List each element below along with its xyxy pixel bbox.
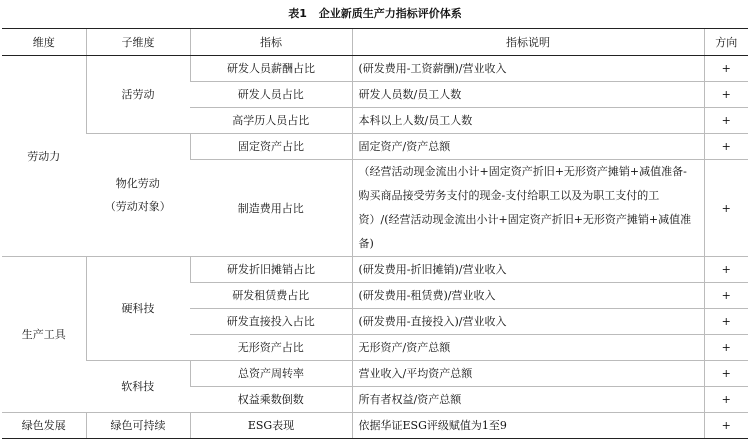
direction-cell: +: [704, 361, 748, 387]
subdimension-cell: 软科技: [86, 361, 190, 413]
table-title: 企业新质生产力指标评价体系: [318, 7, 462, 20]
direction-cell: +: [704, 413, 748, 439]
indicator-cell: 制造费用占比: [190, 160, 352, 257]
subdimension-cell: 活劳动: [86, 56, 190, 134]
dimension-cell: 绿色发展: [2, 413, 86, 439]
direction-cell: +: [704, 257, 748, 283]
description-cell: （经营活动现金流出小计+固定资产折旧+无形资产摊销+减值准备-购买商品接受劳务支付的现金-支付给职工以及为职工支付的工资）/(经营活动现金流出小计+固定资产折旧+无形资产摊销+减值准备): [352, 160, 704, 257]
indicator-cell: 高学历人员占比: [190, 108, 352, 134]
indicator-table: [2, 28, 748, 439]
description-cell: 本科以上人数/员工人数: [352, 108, 704, 134]
description-cell: (研发费用-租赁费)/营业收入: [352, 283, 704, 309]
header-indicator: 指标: [190, 29, 352, 56]
direction-cell: +: [704, 309, 748, 335]
indicator-cell: 研发人员占比: [190, 82, 352, 108]
table-row: [2, 361, 748, 387]
indicator-cell: 研发折旧摊销占比: [190, 257, 352, 283]
description-cell: (研发费用-工资薪酬)/营业收入: [352, 56, 704, 82]
direction-cell: +: [704, 56, 748, 82]
indicator-cell: 固定资产占比: [190, 134, 352, 160]
subdimension-label: 物化劳动: [115, 177, 160, 190]
table-row: [2, 413, 748, 439]
header-subdimension: 子维度: [86, 29, 190, 56]
description-cell: 研发人员数/员工人数: [352, 82, 704, 108]
indicator-cell: 研发租赁费占比: [190, 283, 352, 309]
description-cell: 无形资产/资产总额: [352, 335, 704, 361]
header-row: [2, 29, 748, 56]
direction-cell: +: [704, 82, 748, 108]
subdimension-cell: 硬科技: [86, 257, 190, 361]
description-cell: 依据华证ESG评级赋值为1至9: [352, 413, 704, 439]
header-dimension: 维度: [2, 29, 86, 56]
subdimension-cell: 绿色可持续: [86, 413, 190, 439]
header-direction: 方向: [704, 29, 748, 56]
indicator-cell: 总资产周转率: [190, 361, 352, 387]
subdimension-cell: [86, 134, 190, 257]
description-cell: 所有者权益/资产总额: [352, 387, 704, 413]
indicator-cell: 研发直接投入占比: [190, 309, 352, 335]
description-cell: 营业收入/平均资产总额: [352, 361, 704, 387]
direction-cell: +: [704, 134, 748, 160]
table-number: 表1: [288, 7, 307, 20]
indicator-cell: 权益乘数倒数: [190, 387, 352, 413]
dimension-cell: 劳动力: [2, 56, 86, 257]
direction-cell: +: [704, 387, 748, 413]
table-row: [2, 134, 748, 160]
description-cell: (研发费用-直接投入)/营业收入: [352, 309, 704, 335]
table-row: [2, 257, 748, 283]
dimension-cell: 生产工具: [2, 257, 86, 413]
header-description: 指标说明: [352, 29, 704, 56]
direction-cell: +: [704, 335, 748, 361]
table-caption: [0, 0, 750, 28]
indicator-cell: ESG表现: [190, 413, 352, 439]
subdimension-note: （劳动对象）: [104, 200, 171, 213]
indicator-cell: 无形资产占比: [190, 335, 352, 361]
table-row: [2, 56, 748, 82]
description-cell: 固定资产/资产总额: [352, 134, 704, 160]
direction-cell: +: [704, 108, 748, 134]
description-cell: (研发费用-折旧摊销)/营业收入: [352, 257, 704, 283]
direction-cell: +: [704, 160, 748, 257]
direction-cell: +: [704, 283, 748, 309]
indicator-cell: 研发人员薪酬占比: [190, 56, 352, 82]
